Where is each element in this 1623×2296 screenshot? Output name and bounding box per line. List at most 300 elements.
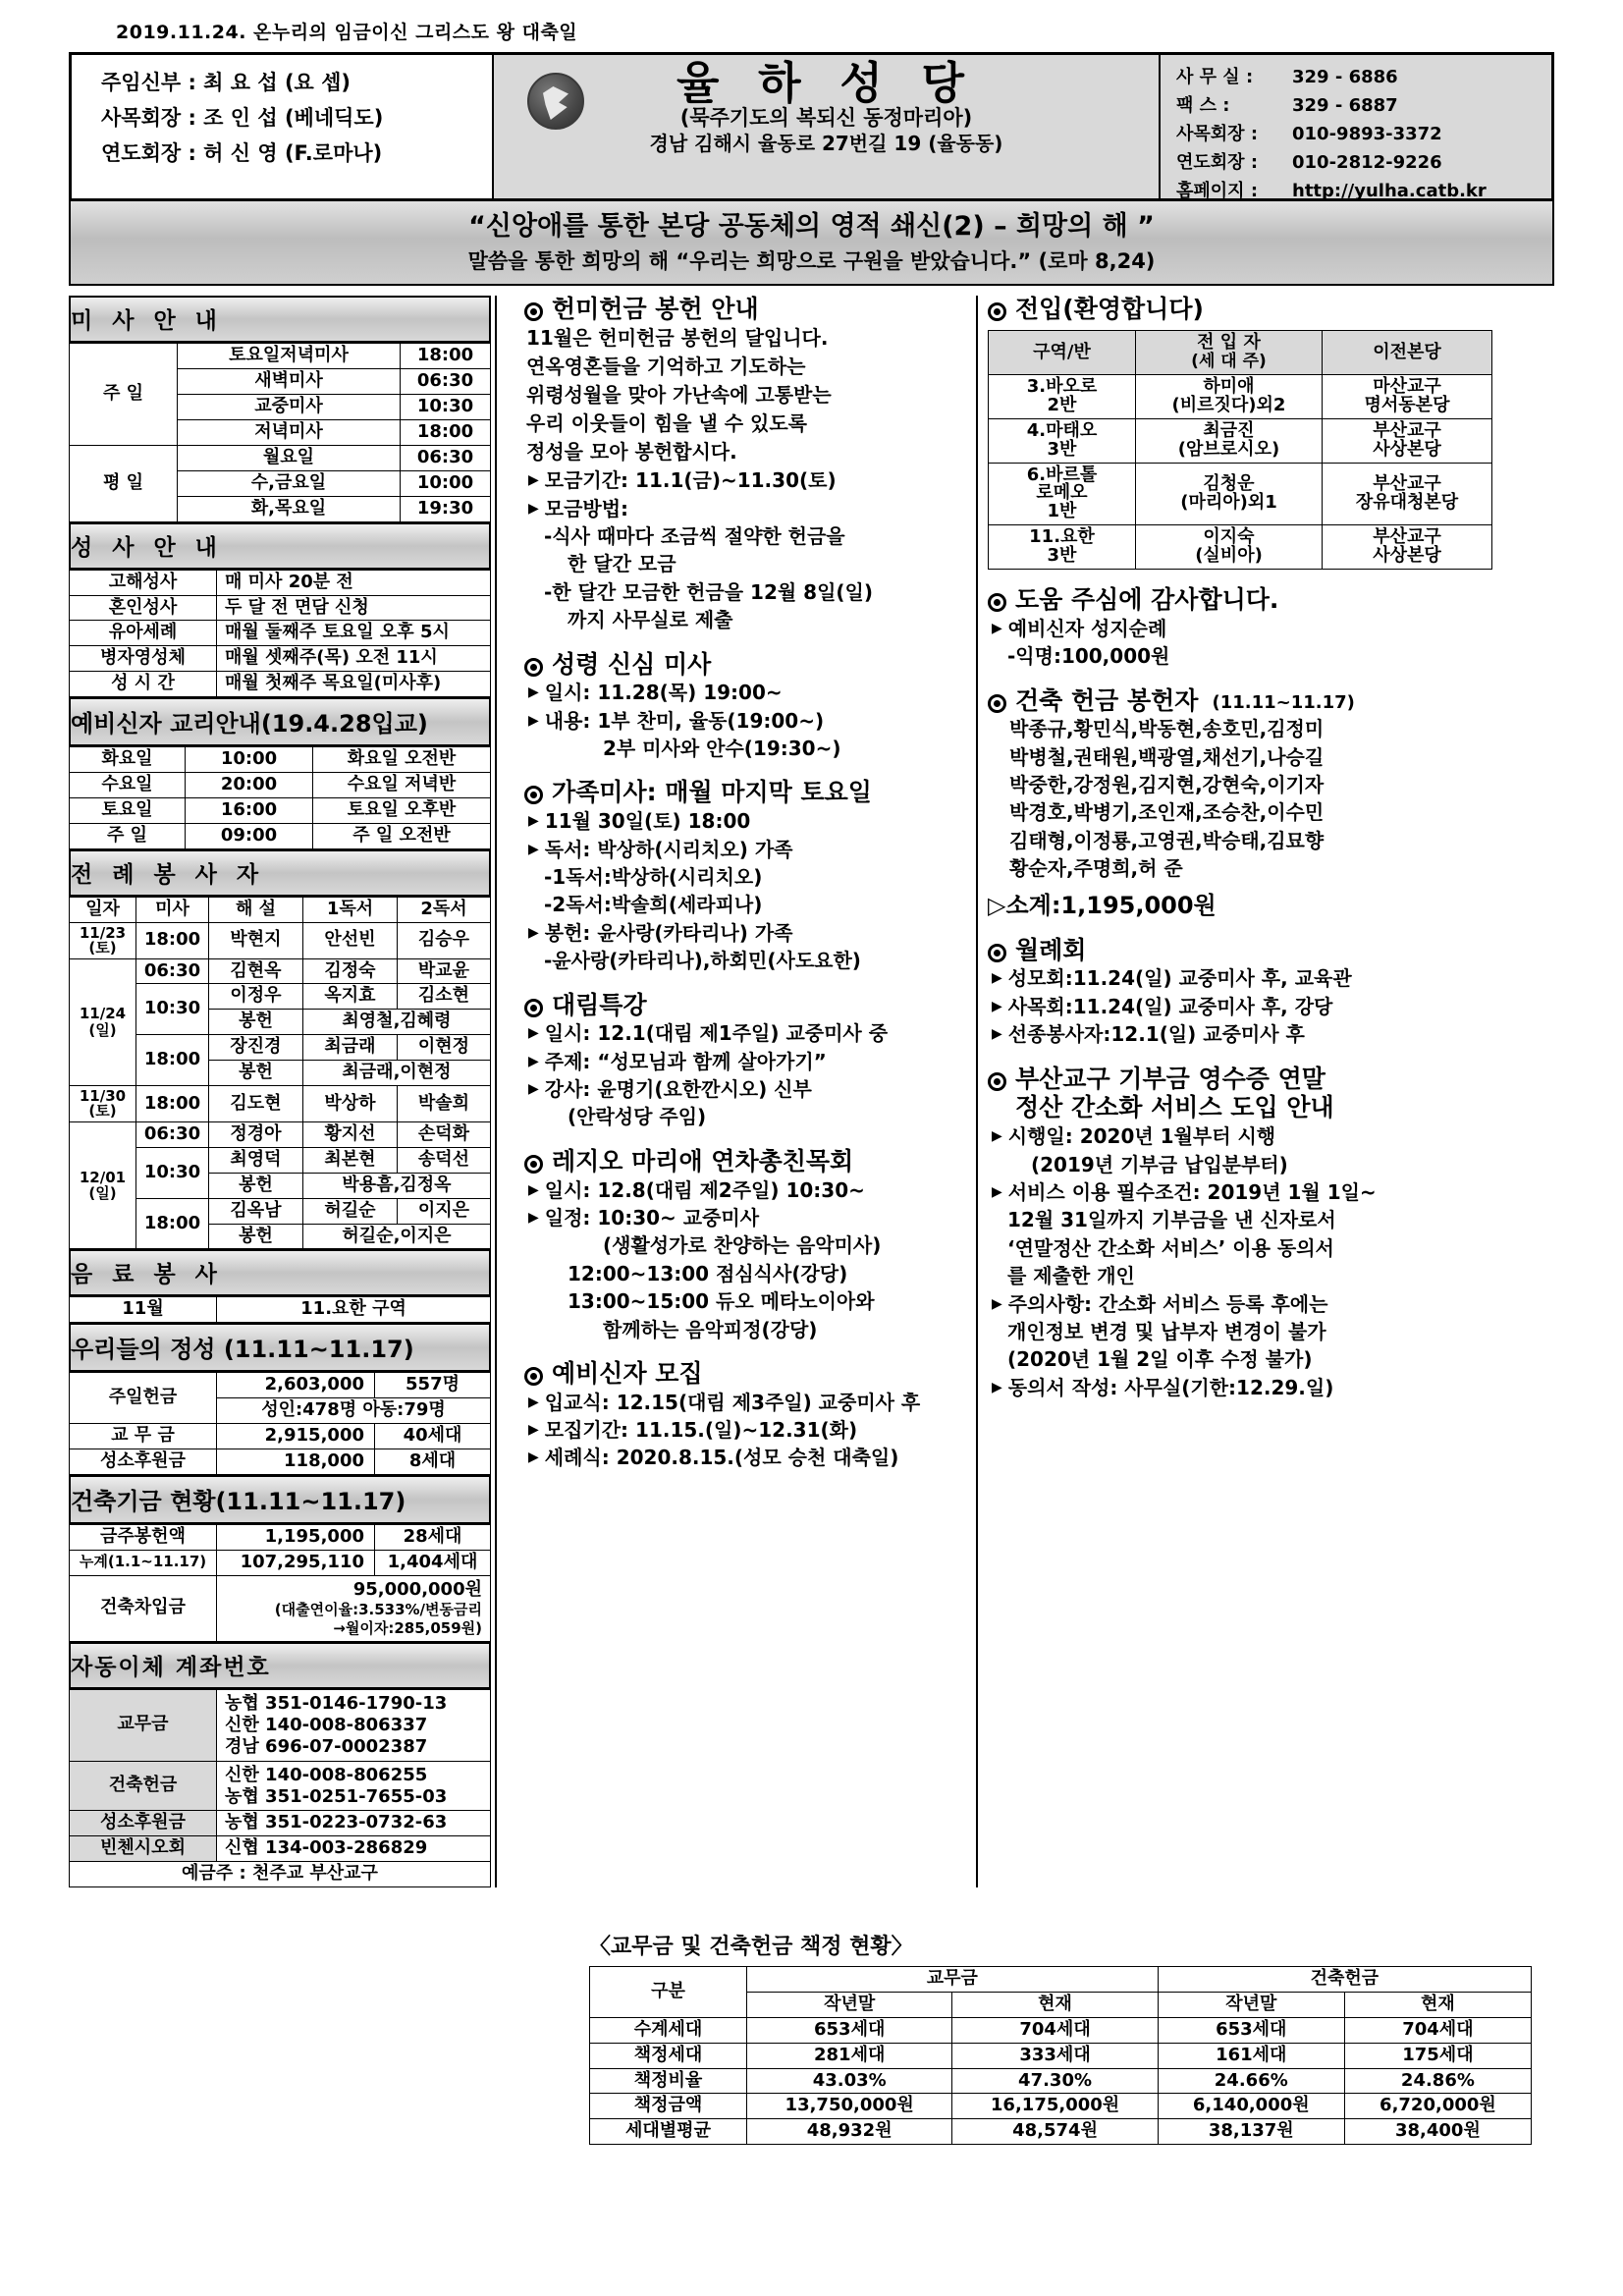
- col-mass: 미사: [136, 897, 209, 922]
- list-item: ▶ 독서: 박상하(시리치오) 가족: [528, 837, 793, 861]
- mass-name: 저녁미사: [178, 420, 401, 446]
- server-reading1: 허길순: [303, 1198, 398, 1224]
- sacrament-guide-table: [69, 522, 491, 697]
- offering-note: 성인:478명 아동:79명: [217, 1398, 491, 1424]
- offering-amount: 118,000: [217, 1449, 375, 1475]
- pastoral-chair-line: 사목회장 : 조 인 섭 (베네딕도): [101, 106, 384, 130]
- mass-time: 18:00: [401, 344, 491, 369]
- fund-allocation-title: 〈교무금 및 건축헌금 책정 현황〉: [589, 1935, 913, 1959]
- list-item: ▶ 내용: 1부 찬미, 율동(19:00~): [528, 708, 825, 733]
- beverage-service-table: [69, 1249, 491, 1323]
- mass-name: 교중미사: [178, 395, 401, 420]
- col-person: 전 입 자 (세 대 주): [1136, 331, 1323, 375]
- bank-accounts-title: 자동이체 계좌번호: [69, 1642, 491, 1689]
- beverage-month: 11월: [70, 1297, 217, 1323]
- list-item: ▶ 예비신자 성지순례: [992, 616, 1167, 640]
- fund-key: 금주봉헌액: [70, 1524, 217, 1550]
- triangle-bullet-icon: ▶: [528, 1210, 539, 1226]
- donor-line: 박중한,강정원,김지현,강현숙,이기자: [1009, 773, 1325, 797]
- list-subitem: -익명:100,000원: [1007, 644, 1170, 669]
- sacrament-key: 병자영성체: [70, 646, 217, 672]
- sacrament-key: 성 시 간: [70, 672, 217, 697]
- offering-count: 40세대: [375, 1424, 491, 1449]
- family-mass-title: 가족미사: 매월 마지막 토요일: [524, 779, 958, 807]
- fund-amount: 1,195,000: [217, 1524, 375, 1550]
- server-offertory-label: 봉헌: [209, 1061, 303, 1086]
- list-item: ▶ 일시: 12.1(대림 제1주일) 교중미사 중: [528, 1021, 889, 1046]
- server-offertory-label: 봉헌: [209, 1010, 303, 1035]
- rice-offering-block: [524, 296, 958, 633]
- circle-bullet-icon: [524, 999, 543, 1017]
- server-reading2: 김승우: [398, 922, 491, 958]
- server-date: 11/23 (토): [70, 922, 136, 958]
- advent-lecture-title: 대림특강: [524, 992, 958, 1020]
- class-day: 수요일: [70, 773, 186, 798]
- server-mass: 18:00: [136, 1086, 209, 1122]
- mass-name: 수,금요일: [178, 470, 401, 496]
- col-current: 현재: [1344, 1992, 1531, 2017]
- building-donors-block: [988, 687, 1492, 920]
- cell: 653세대: [1158, 2017, 1344, 2043]
- offering-key: 교 무 금: [70, 1424, 217, 1449]
- server-date: 11/30 (토): [70, 1086, 136, 1122]
- rice-offering-paragraph: 11월은 헌미헌금 봉헌의 달입니다. 연옥영혼들을 기억하고 기도하는 위령성월을 맞아 가난속에 고통받는 우리 이웃들이 힘을 낼 수 있도록 정성을 모아 봉헌합시다.: [526, 326, 832, 465]
- transfer-in-title: 전입(환영합니다): [988, 296, 1492, 324]
- catechumen-class-table: [69, 697, 491, 849]
- class-time: 16:00: [186, 797, 313, 823]
- col-commentator: 해 설: [209, 897, 303, 922]
- catechumen-recruit-title: 예비신자 모집: [524, 1360, 958, 1389]
- list-item: ▶ 일시: 12.8(대림 제2주일) 10:30~: [528, 1177, 865, 1202]
- server-offertory-names: 허길순,이지은: [303, 1224, 491, 1249]
- fund-count: 28세대: [375, 1524, 491, 1550]
- table-row: [70, 922, 491, 958]
- transfer-person: 최금진 (암브로시오): [1136, 418, 1323, 463]
- circle-bullet-icon: [524, 1367, 543, 1386]
- class-time: 09:00: [186, 823, 313, 848]
- col-date: 일자: [70, 897, 136, 922]
- transfer-zone: 6.바르톨 로메오 1반: [989, 463, 1136, 525]
- triangle-bullet-icon: ▶: [992, 620, 1002, 636]
- list-subitem: -1독서:박상하(시리치오): [544, 864, 763, 889]
- table-row: [590, 2119, 1532, 2145]
- donor-line: 박경호,박병기,조인재,조승찬,이수민: [1009, 800, 1325, 825]
- clergy-info: [72, 55, 494, 198]
- account-key: 빈첸시오회: [70, 1836, 217, 1862]
- mass-name: 화,목요일: [178, 496, 401, 521]
- table-row: [590, 2068, 1532, 2094]
- circle-bullet-icon: [988, 944, 1006, 962]
- table-row: [590, 2043, 1532, 2068]
- cell: 24.66%: [1158, 2068, 1344, 2094]
- cell: 704세대: [1344, 2017, 1531, 2043]
- donor-line: 김태형,이정룡,고영권,박승태,김묘향: [1009, 828, 1325, 852]
- triangle-bullet-icon: ▶: [528, 813, 539, 830]
- account-number: 경남 696-07-0002387: [225, 1735, 428, 1757]
- list-subitem: -식사 때마다 조금씩 절약한 헌금을: [544, 523, 845, 548]
- class-note: 토요일 오후반: [313, 797, 491, 823]
- row-label: 책정비율: [590, 2068, 747, 2094]
- building-donors-title: 건축 헌금 봉헌자 (11.11~11.17): [988, 687, 1492, 716]
- circle-bullet-icon: [524, 1155, 543, 1174]
- triangle-bullet-icon: ▶: [992, 1128, 1002, 1145]
- cell: 24.86%: [1344, 2068, 1531, 2094]
- offering-key: 주일헌금: [70, 1373, 217, 1424]
- server-commentator: 김옥남: [209, 1198, 303, 1224]
- server-commentator: 최영덕: [209, 1147, 303, 1173]
- transfer-zone: 3.바오로 2반: [989, 374, 1136, 418]
- column-divider-1: [495, 296, 497, 1887]
- offering-amount: 2,603,000: [217, 1373, 375, 1398]
- circle-bullet-icon: [524, 786, 543, 804]
- account-number: 신한 140-008-806337: [225, 1714, 428, 1735]
- class-day: 주 일: [70, 823, 186, 848]
- table-row: [989, 463, 1492, 525]
- triangle-bullet-icon: ▶: [528, 1053, 539, 1069]
- account-number: 농협 351-0251-7655-03: [225, 1785, 448, 1807]
- mass-group-sunday: 주 일: [70, 344, 178, 446]
- col-previous-parish: 이전본당: [1323, 331, 1492, 375]
- table-row: [989, 374, 1492, 418]
- table-row: [590, 2017, 1532, 2043]
- list-subitem: 2부 미사와 안수(19:30~): [603, 737, 841, 761]
- left-column: [69, 296, 491, 1887]
- beverage-group: 11.요한 구역: [217, 1297, 491, 1323]
- triangle-bullet-icon: ▶: [992, 1379, 1002, 1395]
- mass-time: 06:30: [401, 446, 491, 471]
- list-item: ▶ 시행일: 2020년 1월부터 시행: [992, 1124, 1276, 1149]
- sacrament-key: 고해성사: [70, 570, 217, 595]
- building-fund-title: 건축기금 현황(11.11~11.17): [69, 1475, 491, 1524]
- circle-bullet-icon: [988, 302, 1006, 321]
- list-item: ▶ 동의서 작성: 사무실(기한:12.29.일): [992, 1375, 1334, 1399]
- server-commentator: 박현지: [209, 922, 303, 958]
- theme-line-2: 말씀을 통한 희망의 해 “우리는 희망으로 구원을 받았습니다.” (로마 8,24): [467, 249, 1156, 274]
- mass-time: 10:00: [401, 470, 491, 496]
- church-identity: [494, 55, 1159, 198]
- cell: 6,140,000원: [1158, 2094, 1344, 2119]
- prayer-chair-line: 연도회장 : 허 신 영 (F.로마나): [101, 141, 383, 165]
- list-subitem: ‘연말정산 간소화 서비스’ 이용 동의서: [1007, 1235, 1334, 1260]
- cell: 281세대: [747, 2043, 952, 2068]
- triangle-bullet-icon: ▶: [528, 1394, 539, 1410]
- loan-monthly-interest: →월이자:285,059원): [333, 1618, 482, 1637]
- class-note: 수요일 저녁반: [313, 773, 491, 798]
- triangle-bullet-icon: ▶: [528, 1449, 539, 1466]
- fund-key: 누계(1.1~11.17): [70, 1550, 217, 1575]
- server-reading2: 이지은: [398, 1198, 491, 1224]
- donor-line: 황순자,주명희,허 준: [1009, 856, 1183, 881]
- church-address: 경남 김해시 율동로 27번길 19 (율동동): [649, 132, 1003, 156]
- cell: 47.30%: [952, 2068, 1158, 2094]
- server-reading1: 김정숙: [303, 958, 398, 984]
- class-time: 20:00: [186, 773, 313, 798]
- building-fund-table: [69, 1475, 491, 1642]
- sacrament-value: 매월 셋째주(목) 오전 11시: [217, 646, 491, 672]
- fund-allocation-section: [589, 1930, 1532, 2145]
- server-commentator: 정경아: [209, 1122, 303, 1148]
- mass-name: 새벽미사: [178, 369, 401, 395]
- tax-service-title: 부산교구 기부금 영수증 연말: [988, 1066, 1492, 1094]
- contact-info: [1159, 55, 1551, 201]
- family-mass-block: [524, 779, 958, 974]
- transfer-from: 부산교구 사상본당: [1323, 525, 1492, 570]
- list-item: ▶ 일시: 11.28(목) 19:00~: [528, 681, 783, 705]
- offerings-table: [69, 1323, 491, 1475]
- loan-amount: 95,000,000원: [352, 1578, 482, 1600]
- list-item: ▶ 주제: “성모님과 함께 살아가기”: [528, 1049, 827, 1073]
- class-day: 토요일: [70, 797, 186, 823]
- circle-bullet-icon: [524, 658, 543, 677]
- list-item: ▶ 성모회:11.24(일) 교중미사 후, 교육관: [992, 966, 1352, 991]
- cell: 653세대: [747, 2017, 952, 2043]
- class-note: 주 일 오전반: [313, 823, 491, 848]
- bulletin-header: [69, 52, 1554, 201]
- contact-office: 사 무 실 : 329 - 6886: [1176, 67, 1398, 87]
- transfer-person: 하미애 (비르짓다)외2: [1136, 374, 1323, 418]
- list-item: ▶ 입교식: 12.15(대림 제3주일) 교중미사 후: [528, 1390, 921, 1414]
- list-subitem: 를 제출한 개인: [1007, 1264, 1135, 1288]
- mass-guide-title: 미 사 안 내: [69, 296, 491, 343]
- contact-prayer-chair: 연도회장 : 010-2812-9226: [1176, 152, 1442, 173]
- account-key: 건축헌금: [70, 1761, 217, 1811]
- server-commentator: 장진경: [209, 1035, 303, 1061]
- rice-offering-title: 헌미헌금 봉헌 안내: [524, 296, 958, 324]
- triangle-bullet-icon: ▶: [528, 684, 539, 701]
- triangle-bullet-icon: ▶: [528, 924, 539, 941]
- row-label: 책정세대: [590, 2043, 747, 2068]
- account-holder: 예금주 : 천주교 부산교구: [70, 1862, 491, 1887]
- list-subitem: (안락성당 주임): [568, 1105, 707, 1129]
- col-current: 현재: [952, 1992, 1158, 2017]
- server-reading2: 이현정: [398, 1035, 491, 1061]
- table-row: [70, 958, 491, 984]
- table-row: [70, 1122, 491, 1148]
- col-category: 구분: [590, 1967, 747, 2018]
- list-item: ▶ 세례식: 2020.8.15.(성모 승천 대축일): [528, 1446, 899, 1470]
- col-group-building-offering: 건축헌금: [1158, 1967, 1531, 1993]
- server-commentator: 김도현: [209, 1086, 303, 1122]
- cell: 38,400원: [1344, 2119, 1531, 2145]
- church-name: 율 하 성 당: [676, 57, 976, 109]
- right-column: [982, 296, 1492, 1887]
- circle-bullet-icon: [988, 1072, 1006, 1091]
- mass-guide-table: [69, 296, 491, 521]
- list-item: ▶ 강사: 윤명기(요한깐시오) 신부: [528, 1077, 812, 1102]
- sacrament-key: 유아세례: [70, 621, 217, 646]
- transfer-from: 부산교구 장유대청본당: [1323, 463, 1492, 525]
- donor-line: 박종규,황민식,박동현,송호민,김정미: [1009, 717, 1325, 741]
- list-subitem: 함께하는 음악피정(강당): [603, 1317, 818, 1341]
- triangle-bullet-icon: ▶: [528, 500, 539, 517]
- theme-line-1: “신앙애를 통한 본당 공동체의 영적 쇄신(2) – 희망의 해 ”: [468, 211, 1155, 242]
- col-last-year: 작년말: [747, 1992, 952, 2017]
- mass-time: 10:30: [401, 395, 491, 420]
- list-item: ▶ 선종봉사자:12.1(일) 교중미사 후: [992, 1022, 1305, 1047]
- cell: 43.03%: [747, 2068, 952, 2094]
- transfer-in-block: [988, 296, 1492, 570]
- list-subitem: (2019년 기부금 납입분부터): [1031, 1152, 1288, 1176]
- server-mass: 18:00: [136, 1035, 209, 1086]
- list-item: ▶ 사목회:11.24(일) 교중미사 후, 강당: [992, 994, 1333, 1018]
- sacrament-value: 두 달 전 면담 신청: [217, 595, 491, 621]
- col-last-year: 작년말: [1158, 1992, 1344, 2017]
- row-label: 세대별평균: [590, 2119, 747, 2145]
- server-reading2: 송덕선: [398, 1147, 491, 1173]
- account-number: 농협 351-0223-0732-63: [217, 1811, 491, 1836]
- server-reading1: 최본현: [303, 1147, 398, 1173]
- server-mass: 06:30: [136, 1122, 209, 1148]
- transfer-zone: 4.마태오 3반: [989, 418, 1136, 463]
- transfer-from: 부산교구 사상본당: [1323, 418, 1492, 463]
- list-item: ▶ 일정: 10:30~ 교중미사: [528, 1206, 760, 1230]
- list-item: ▶ 모집기간: 11.15.(일)~12.31(화): [528, 1418, 858, 1443]
- contact-fax: 팩 스 : 329 - 6887: [1176, 95, 1398, 116]
- server-mass: 18:00: [136, 922, 209, 958]
- table-row: [989, 525, 1492, 570]
- list-item: ▶ 모금방법:: [528, 496, 629, 520]
- list-item: ▶ 주의사항: 간소화 서비스 등록 후에는: [992, 1291, 1328, 1316]
- server-mass: 18:00: [136, 1198, 209, 1249]
- pastor-line: 주임신부 : 최 요 섭 (요 셉): [101, 71, 352, 94]
- cell: 161세대: [1158, 2043, 1344, 2068]
- row-label: 수계세대: [590, 2017, 747, 2043]
- mass-name: 월요일: [178, 446, 401, 471]
- donor-line: 박병철,권태원,백광열,채선기,나승길: [1009, 744, 1325, 769]
- liturgy-servers-title: 전 례 봉 사 자: [69, 849, 491, 897]
- circle-bullet-icon: [524, 302, 543, 321]
- server-date: 11/24 (일): [70, 958, 136, 1085]
- beverage-service-title: 음 료 봉 사: [69, 1249, 491, 1296]
- list-item: ▶ 11월 30일(토) 18:00: [528, 809, 751, 834]
- sacrament-value: 매 미사 20분 전: [217, 570, 491, 595]
- theme-banner: [69, 201, 1554, 286]
- mass-time: 19:30: [401, 496, 491, 521]
- offering-key: 성소후원금: [70, 1449, 217, 1475]
- spirit-mass-title: 성령 신심 미사: [524, 651, 958, 680]
- mass-group-weekday: 평 일: [70, 446, 178, 522]
- list-subitem: 12월 31일까지 기부금을 낸 신자로서: [1007, 1208, 1336, 1232]
- cell: 48,932원: [747, 2119, 952, 2145]
- contact-pastoral-chair: 사목회장 : 010-9893-3372: [1176, 124, 1442, 144]
- loan-label: 건축차입금: [70, 1575, 217, 1641]
- server-reading2: 박교윤: [398, 958, 491, 984]
- triangle-bullet-icon: ▶: [528, 712, 539, 729]
- monthly-meeting-block: [988, 937, 1492, 1049]
- list-subitem: 13:00~15:00 듀오 메타노이아와: [568, 1289, 875, 1314]
- table-row: [590, 2094, 1532, 2119]
- monthly-meeting-title: 월례회: [988, 937, 1492, 965]
- server-offertory-names: 최금래,이현정: [303, 1061, 491, 1086]
- column-divider-2: [976, 296, 978, 1887]
- catechumen-class-title: 예비신자 교리안내(19.4.28입교): [69, 697, 491, 746]
- server-reading2: 손덕화: [398, 1122, 491, 1148]
- col-zone: 구역/반: [989, 331, 1136, 375]
- tax-service-block: [988, 1066, 1492, 1402]
- server-mass: 06:30: [136, 958, 209, 984]
- triangle-bullet-icon: ▶: [528, 1025, 539, 1042]
- loan-rate: (대출연이율:3.533%/변동금리: [274, 1601, 482, 1619]
- mass-name: 토요일저녁미사: [178, 344, 401, 369]
- cell: 13,750,000원: [747, 2094, 952, 2119]
- offering-count: 557명: [375, 1373, 491, 1398]
- circle-bullet-icon: [988, 593, 1006, 612]
- church-logo-icon: [527, 73, 584, 130]
- triangle-bullet-icon: ▶: [992, 1184, 1002, 1201]
- table-row: [989, 418, 1492, 463]
- bank-accounts-table: [69, 1642, 491, 1887]
- server-reading2: 박솔희: [398, 1086, 491, 1122]
- fund-count: 1,404세대: [375, 1550, 491, 1575]
- cell: 704세대: [952, 2017, 1158, 2043]
- homepage-link[interactable]: http://yulha.catb.kr: [1292, 181, 1487, 201]
- server-reading1: 옥지효: [303, 984, 398, 1010]
- spirit-mass-block: [524, 651, 958, 763]
- middle-column: [501, 296, 972, 1887]
- cell: 333세대: [952, 2043, 1158, 2068]
- liturgy-servers-table: [69, 849, 491, 1250]
- legio-title: 레지오 마리애 연차총친목회: [524, 1148, 958, 1176]
- server-mass: 10:30: [136, 984, 209, 1035]
- list-subitem: -2독서:박솔희(세라피나): [544, 893, 763, 917]
- class-note: 화요일 오전반: [313, 747, 491, 773]
- list-subitem: -한 달간 모금한 헌금을 12월 8일(일): [544, 579, 873, 604]
- transfer-person: 김청운 (마리아)외1: [1136, 463, 1323, 525]
- sacrament-value: 매월 첫째주 목요일(미사후): [217, 672, 491, 697]
- sacrament-guide-title: 성 사 안 내: [69, 522, 491, 570]
- list-item: ▶ 봉헌: 윤사랑(카타리나) 가족: [528, 920, 793, 945]
- triangle-bullet-icon: ▶: [992, 998, 1002, 1014]
- server-commentator: 김현옥: [209, 958, 303, 984]
- sacrament-key: 혼인성사: [70, 595, 217, 621]
- triangle-bullet-icon: ▶: [992, 1026, 1002, 1043]
- catechumen-recruit-block: [524, 1360, 958, 1472]
- legio-block: [524, 1148, 958, 1343]
- list-subitem: (생활성가로 찬양하는 음악미사): [603, 1233, 882, 1258]
- list-subitem: 12:00~13:00 점심식사(강당): [568, 1261, 848, 1285]
- server-offertory-names: 최영철,김혜령: [303, 1010, 491, 1035]
- list-item: ▶ 모금기간: 11.1(금)~11.30(토): [528, 468, 837, 493]
- triangle-bullet-icon: ▶: [528, 472, 539, 489]
- transfer-from: 마산교구 명서동본당: [1323, 374, 1492, 418]
- col-reading1: 1독서: [303, 897, 398, 922]
- advent-lecture-block: [524, 992, 958, 1131]
- account-number: 신한 140-008-806255: [225, 1764, 428, 1785]
- server-reading1: 안선빈: [303, 922, 398, 958]
- col-reading2: 2독서: [398, 897, 491, 922]
- mass-time: 06:30: [401, 369, 491, 395]
- transfer-person: 이지숙 (실비아): [1136, 525, 1323, 570]
- contact-homepage: 홈페이지 : http://yulha.catb.kr: [1176, 181, 1487, 201]
- server-reading1: 황지선: [303, 1122, 398, 1148]
- server-commentator: 이정우: [209, 984, 303, 1010]
- donors-subtotal: ▷소계:1,195,000원: [988, 891, 1217, 919]
- cell: 175세대: [1344, 2043, 1531, 2068]
- cell: 6,720,000원: [1344, 2094, 1531, 2119]
- main-columns: [69, 296, 1554, 1887]
- cell: 16,175,000원: [952, 2094, 1158, 2119]
- list-item: ▶ 서비스 이용 필수조건: 2019년 1월 1일~: [992, 1180, 1377, 1205]
- server-reading1: 박상하: [303, 1086, 398, 1122]
- server-offertory-names: 박용흠,김정옥: [303, 1173, 491, 1198]
- list-subitem: 까지 사무실로 제출: [568, 608, 733, 632]
- server-reading1: 최금래: [303, 1035, 398, 1061]
- cell: 38,137원: [1158, 2119, 1344, 2145]
- class-time: 10:00: [186, 747, 313, 773]
- list-subitem: -윤사랑(카타리나),하회민(사도요한): [544, 949, 861, 973]
- col-group-parish-dues: 교무금: [747, 1967, 1159, 1993]
- transfer-zone: 11.요한 3반: [989, 525, 1136, 570]
